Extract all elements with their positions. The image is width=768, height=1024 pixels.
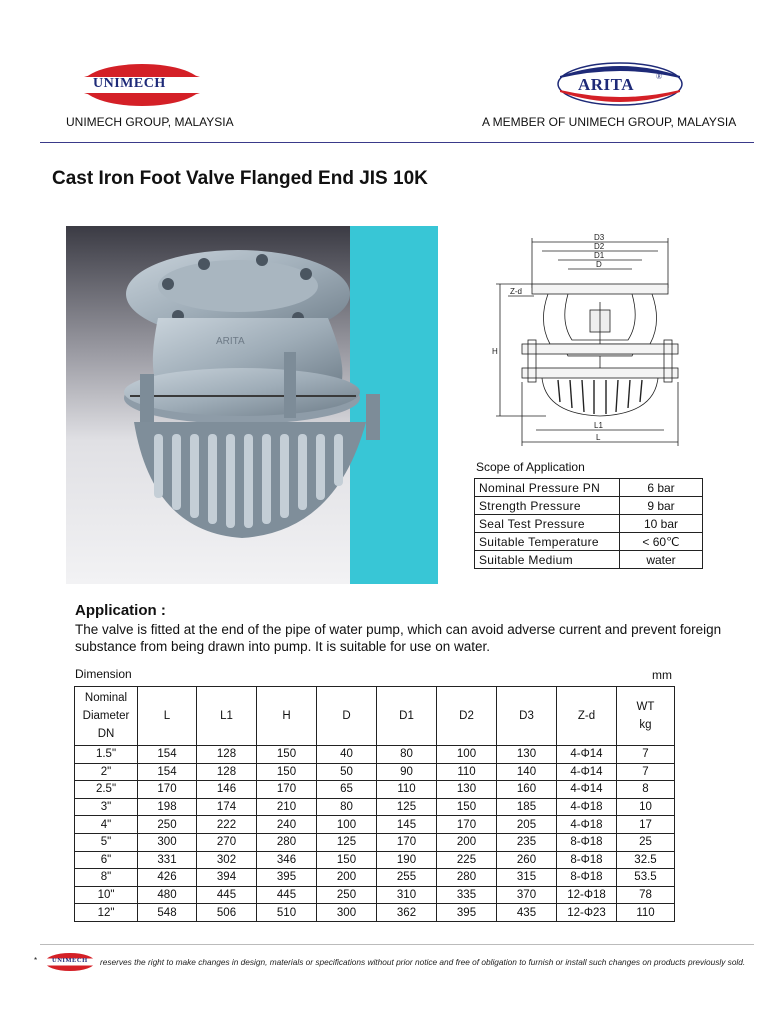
dimension-header-row xyxy=(75,687,675,746)
valve-section-drawing xyxy=(486,232,688,448)
unimech-logo-text: UNIMECH xyxy=(93,76,166,91)
table-cell: 395 xyxy=(437,904,497,922)
table-cell: 150 xyxy=(257,746,317,764)
svg-text:H: H xyxy=(492,347,498,356)
table-cell: 200 xyxy=(437,833,497,851)
scope-value: water xyxy=(620,551,703,569)
scope-label: Scope of Application xyxy=(476,460,585,474)
table-cell: 445 xyxy=(197,886,257,904)
table-cell: 128 xyxy=(197,746,257,764)
table-cell: 210 xyxy=(257,798,317,816)
table-cell: 280 xyxy=(257,833,317,851)
table-cell: 12-Φ18 xyxy=(557,886,617,904)
table-cell: 3" xyxy=(75,798,138,816)
application-text: The valve is fitted at the end of the pipe of water pump, which can avoid adverse current and prevent foreign substance from being drawn into pump. It is suitable for use on water. xyxy=(75,622,722,654)
scope-key: Suitable Temperature xyxy=(475,533,620,551)
foot-valve-photo xyxy=(66,226,438,584)
table-cell: 225 xyxy=(437,851,497,869)
table-cell: 506 xyxy=(197,904,257,922)
table-cell: 174 xyxy=(197,798,257,816)
table-cell: 4" xyxy=(75,816,138,834)
table-cell: 110 xyxy=(437,763,497,781)
dimension-label: Dimension xyxy=(75,667,132,681)
table-cell: 170 xyxy=(257,781,317,799)
table-cell: 240 xyxy=(257,816,317,834)
table-cell: 7 xyxy=(617,763,675,781)
header-z-d: Z-d xyxy=(557,687,617,746)
table-cell: 110 xyxy=(617,904,675,922)
header-l: L xyxy=(138,687,197,746)
table-cell: 302 xyxy=(197,851,257,869)
table-cell: 170 xyxy=(138,781,197,799)
table-cell: 5" xyxy=(75,833,138,851)
scope-key: Suitable Medium xyxy=(475,551,620,569)
table-cell: 32.5 xyxy=(617,851,675,869)
svg-text:D2: D2 xyxy=(594,242,605,251)
table-cell: 8 xyxy=(617,781,675,799)
left-group-caption: UNIMECH GROUP, MALAYSIA xyxy=(66,115,234,129)
table-cell: 250 xyxy=(138,816,197,834)
dimension-unit: mm xyxy=(652,668,672,682)
table-cell: 80 xyxy=(377,746,437,764)
svg-text:ARITA: ARITA xyxy=(216,336,245,347)
table-cell: 4-Φ14 xyxy=(557,746,617,764)
table-row xyxy=(75,746,675,764)
table-cell: 110 xyxy=(377,781,437,799)
table-cell: 300 xyxy=(138,833,197,851)
table-cell: 480 xyxy=(138,886,197,904)
scope-row xyxy=(475,479,703,497)
table-cell: 1.5" xyxy=(75,746,138,764)
dimension-table xyxy=(74,686,675,922)
svg-text:D3: D3 xyxy=(594,233,605,242)
scope-table xyxy=(474,478,703,569)
table-cell: 145 xyxy=(377,816,437,834)
table-cell: 435 xyxy=(497,904,557,922)
table-cell: 146 xyxy=(197,781,257,799)
table-cell: 190 xyxy=(377,851,437,869)
table-cell: 128 xyxy=(197,763,257,781)
table-cell: 4-Φ14 xyxy=(557,763,617,781)
table-cell: 205 xyxy=(497,816,557,834)
footer-disclaimer: reserves the right to make changes in design, materials or specifications without prior notice and free of obligation to furnish or install such changes on products previously sold. xyxy=(100,957,746,967)
table-row xyxy=(75,798,675,816)
scope-value: 6 bar xyxy=(620,479,703,497)
header-nominal-diameter: Nominal Diameter DN xyxy=(75,687,138,746)
footer-divider xyxy=(40,944,754,945)
table-cell: 235 xyxy=(497,833,557,851)
table-cell: 130 xyxy=(497,746,557,764)
table-cell: 100 xyxy=(437,746,497,764)
table-cell: 154 xyxy=(138,763,197,781)
table-cell: 130 xyxy=(437,781,497,799)
arita-logo-text: ARITA xyxy=(578,75,635,94)
scope-row xyxy=(475,533,703,551)
scope-row xyxy=(475,515,703,533)
table-cell: 394 xyxy=(197,869,257,887)
header-h: H xyxy=(257,687,317,746)
scope-key: Nominal Pressure PN xyxy=(475,479,620,497)
table-cell: 300 xyxy=(317,904,377,922)
arita-logo xyxy=(556,60,688,108)
table-cell: 510 xyxy=(257,904,317,922)
right-group-caption: A MEMBER OF UNIMECH GROUP, MALAYSIA xyxy=(482,115,737,129)
table-cell: 100 xyxy=(317,816,377,834)
dimension-body xyxy=(75,746,675,922)
table-cell: 53.5 xyxy=(617,869,675,887)
product-title: Cast Iron Foot Valve Flanged End JIS 10K xyxy=(52,168,428,189)
table-row xyxy=(75,886,675,904)
table-cell: 17 xyxy=(617,816,675,834)
table-cell: 8-Φ18 xyxy=(557,833,617,851)
table-cell: 170 xyxy=(377,833,437,851)
table-cell: 125 xyxy=(317,833,377,851)
svg-text:Z-d: Z-d xyxy=(510,287,522,296)
table-row xyxy=(75,904,675,922)
table-cell: 78 xyxy=(617,886,675,904)
unimech-logo xyxy=(80,62,204,108)
table-cell: 200 xyxy=(317,869,377,887)
table-row xyxy=(75,763,675,781)
table-cell: 2" xyxy=(75,763,138,781)
application-heading: Application : xyxy=(75,602,166,619)
table-cell: 90 xyxy=(377,763,437,781)
table-cell: 4-Φ18 xyxy=(557,816,617,834)
table-row xyxy=(75,816,675,834)
header-d: D xyxy=(317,687,377,746)
scope-key: Seal Test Pressure xyxy=(475,515,620,533)
table-row xyxy=(75,781,675,799)
scope-row xyxy=(475,551,703,569)
scope-value: 10 bar xyxy=(620,515,703,533)
table-cell: 8-Φ18 xyxy=(557,869,617,887)
table-cell: 548 xyxy=(138,904,197,922)
table-cell: 10" xyxy=(75,886,138,904)
table-cell: 362 xyxy=(377,904,437,922)
table-cell: 80 xyxy=(317,798,377,816)
svg-text:D1: D1 xyxy=(594,251,605,260)
table-cell: 40 xyxy=(317,746,377,764)
table-cell: 370 xyxy=(497,886,557,904)
table-cell: 315 xyxy=(497,869,557,887)
table-cell: 125 xyxy=(377,798,437,816)
header-d2: D2 xyxy=(437,687,497,746)
scope-value: < 60℃ xyxy=(620,533,703,551)
table-cell: 222 xyxy=(197,816,257,834)
header-d1: D1 xyxy=(377,687,437,746)
table-cell: 6" xyxy=(75,851,138,869)
footer-unimech-logo xyxy=(44,952,96,972)
foot-valve-photo-icon xyxy=(66,226,438,584)
table-cell: 335 xyxy=(437,886,497,904)
arita-registered-mark: ® xyxy=(656,72,663,81)
table-cell: 150 xyxy=(437,798,497,816)
table-cell: 4-Φ14 xyxy=(557,781,617,799)
svg-text:D: D xyxy=(596,260,602,269)
table-cell: 331 xyxy=(138,851,197,869)
table-row xyxy=(75,869,675,887)
table-cell: 280 xyxy=(437,869,497,887)
table-cell: 65 xyxy=(317,781,377,799)
table-cell: 250 xyxy=(317,886,377,904)
table-cell: 150 xyxy=(317,851,377,869)
table-cell: 426 xyxy=(138,869,197,887)
header-d3: D3 xyxy=(497,687,557,746)
table-cell: 198 xyxy=(138,798,197,816)
svg-text:L: L xyxy=(596,433,601,442)
table-cell: 12" xyxy=(75,904,138,922)
svg-text:L1: L1 xyxy=(594,421,603,430)
table-cell: 270 xyxy=(197,833,257,851)
table-cell: 10 xyxy=(617,798,675,816)
scope-value: 9 bar xyxy=(620,497,703,515)
table-cell: 12-Φ23 xyxy=(557,904,617,922)
table-cell: 310 xyxy=(377,886,437,904)
table-cell: 150 xyxy=(257,763,317,781)
footer-logo-text: UNIMECH xyxy=(52,957,88,964)
table-row xyxy=(75,851,675,869)
table-cell: 445 xyxy=(257,886,317,904)
table-row xyxy=(75,833,675,851)
table-cell: 7 xyxy=(617,746,675,764)
table-cell: 255 xyxy=(377,869,437,887)
table-cell: 185 xyxy=(497,798,557,816)
scope-key: Strength Pressure xyxy=(475,497,620,515)
header-divider xyxy=(40,142,754,143)
table-cell: 50 xyxy=(317,763,377,781)
table-cell: 25 xyxy=(617,833,675,851)
table-cell: 154 xyxy=(138,746,197,764)
footer-star: * xyxy=(34,956,38,965)
valve-section-drawing-icon xyxy=(486,232,688,448)
table-cell: 260 xyxy=(497,851,557,869)
header-l1: L1 xyxy=(197,687,257,746)
table-cell: 4-Φ18 xyxy=(557,798,617,816)
scope-row xyxy=(475,497,703,515)
table-cell: 170 xyxy=(437,816,497,834)
table-cell: 395 xyxy=(257,869,317,887)
table-cell: 8-Φ18 xyxy=(557,851,617,869)
table-cell: 346 xyxy=(257,851,317,869)
table-cell: 2.5" xyxy=(75,781,138,799)
header-weight: WT kg xyxy=(617,687,675,746)
table-cell: 140 xyxy=(497,763,557,781)
table-cell: 8" xyxy=(75,869,138,887)
table-cell: 160 xyxy=(497,781,557,799)
